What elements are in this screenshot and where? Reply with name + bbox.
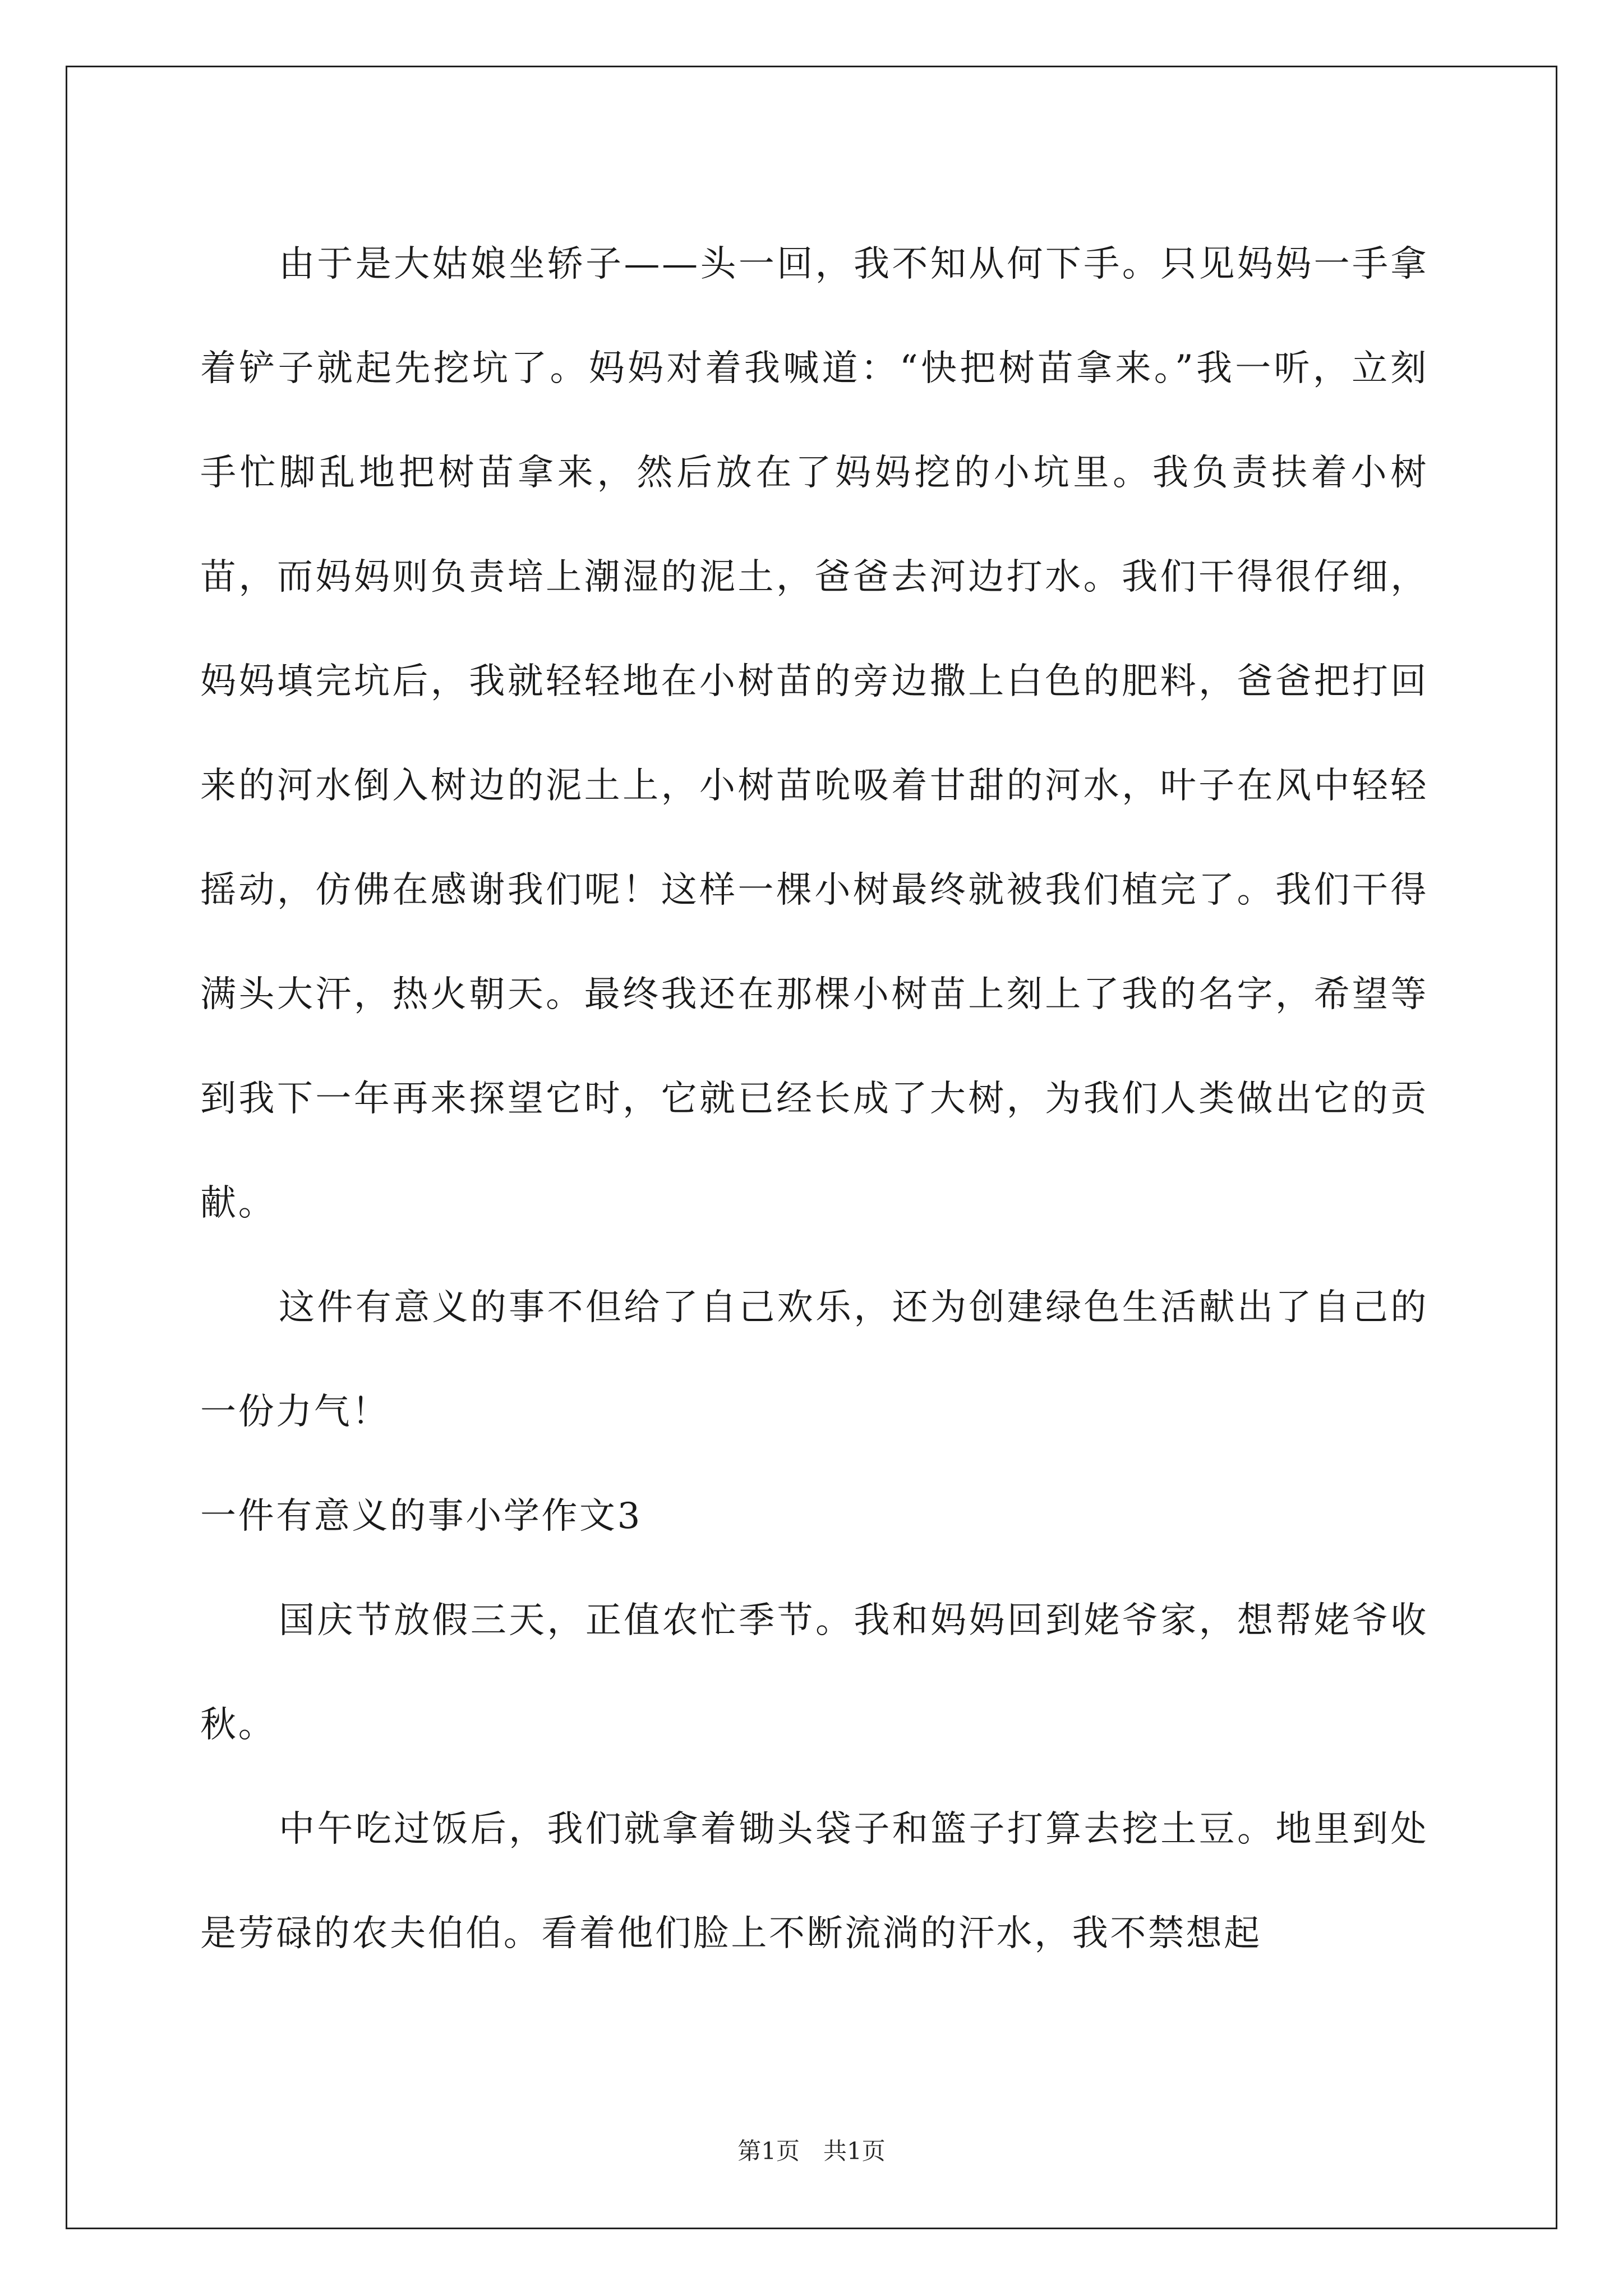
- page-footer: 第1页 共1页: [737, 2137, 886, 2165]
- section-heading: 一件有意义的事小学作文3: [200, 1496, 642, 1537]
- paragraph-planting-story: 由于是大姑娘坐轿子——头一回，我不知从何下手。只见妈妈一手拿着铲子就起先挖坑了。妈妈对着我喊道：“快把树苗拿来。”我一听，立刻手忙脚乱地把树苗拿来，然后放在了妈妈挖的小坑里。我负责扶着小树苗，而妈妈则负责培上潮湿的泥土，爸爸去河边打水。我们干得很仔细，妈妈填完坑后，我就轻轻地在小树苗的旁边撒上白色的肥料，爸爸把打回来的河水倒入树边的泥土上，小树苗吮吸着甘甜的河水，叶子在风中轻轻摇动，仿佛在感谢我们呢！这样一棵小树最终就被我们植完了。我们干得满头大汗，热火朝天。最终我还在那棵小树苗上刻上了我的名字，希望等到我下一年再来探望它时，它就已经长成了大树，为我们人类做出它的贡献。: [200, 243, 1428, 1224]
- document-body: [200, 212, 1428, 1986]
- paragraph-national-day: 国庆节放假三天，正值农忙季节。我和妈妈回到姥爷家，想帮姥爷收秋。: [200, 1600, 1428, 1746]
- paragraph-conclusion: 这件有意义的事不但给了自己欢乐，还为创建绿色生活献出了自己的一份力气！: [200, 1287, 1428, 1433]
- paragraph-potato-digging: 中午吃过饭后，我们就拿着锄头袋子和篮子打算去挖土豆。地里到处是劳碌的农夫伯伯。看着他们脸上不断流淌的汗水，我不禁想起: [200, 1809, 1428, 1954]
